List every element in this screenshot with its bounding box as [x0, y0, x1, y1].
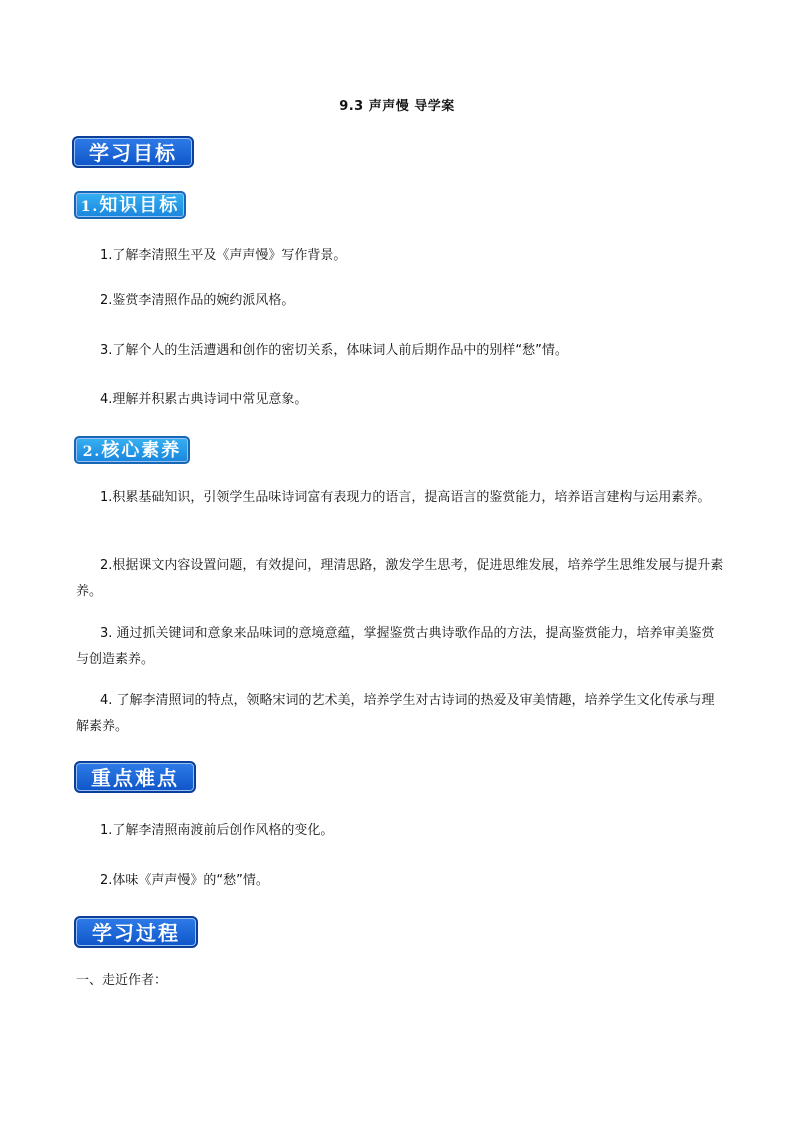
- subheading-core: [74, 436, 190, 464]
- knowledge-item-3: 3.了解个人的生活遭遇和创作的密切关系，体味词人前后期作品中的别样“愁”情。: [100, 343, 568, 358]
- subheading-knowledge-number: 1.: [80, 199, 100, 215]
- key-item-1: 1.了解李清照南渡前后创作风格的变化。: [100, 823, 334, 838]
- key-item-2: 2.体味《声声慢》的“愁”情。: [100, 873, 269, 888]
- subheading-knowledge-label: 知识目标: [99, 195, 180, 216]
- knowledge-item-4: 4.理解并积累古典诗词中常见意象。: [100, 392, 308, 407]
- core-item-3: 3. 通过抓关键词和意象来品味词的意境意蕴，掌握鉴赏古典诗歌作品的方法，提高鉴赏能力，培养审美鉴赏与创造素养。: [76, 626, 715, 667]
- subheading-knowledge: [74, 191, 186, 219]
- section-heading-goals: 学习目标: [72, 136, 194, 168]
- process-step-1: 一、走近作者：: [76, 973, 168, 988]
- core-item-2: 2.根据课文内容设置问题，有效提问，理清思路，激发学生思考，促进思维发展，培养学生思维发展与提升素养。: [76, 558, 724, 599]
- section-heading-process: 学习过程: [74, 916, 198, 948]
- knowledge-item-1: 1.了解李清照生平及《声声慢》写作背景。: [100, 248, 347, 263]
- section-heading-key: 重点难点: [74, 761, 196, 793]
- knowledge-item-2: 2.鉴赏李清照作品的婉约派风格。: [100, 293, 295, 308]
- subheading-core-number: 2.: [82, 444, 102, 460]
- core-item-1: 1.积累基础知识，引领学生品味诗词富有表现力的语言，提高语言的鉴赏能力，培养语言建构与运用素养。: [100, 490, 711, 505]
- page-title: 9.3 声声慢 导学案: [339, 99, 455, 114]
- subheading-core-label: 核心素养: [101, 440, 182, 461]
- core-item-4: 4. 了解李清照词的特点，领略宋词的艺术美，培养学生对古诗词的热爱及审美情趣，培养学生文化传承与理解素养。: [76, 693, 715, 734]
